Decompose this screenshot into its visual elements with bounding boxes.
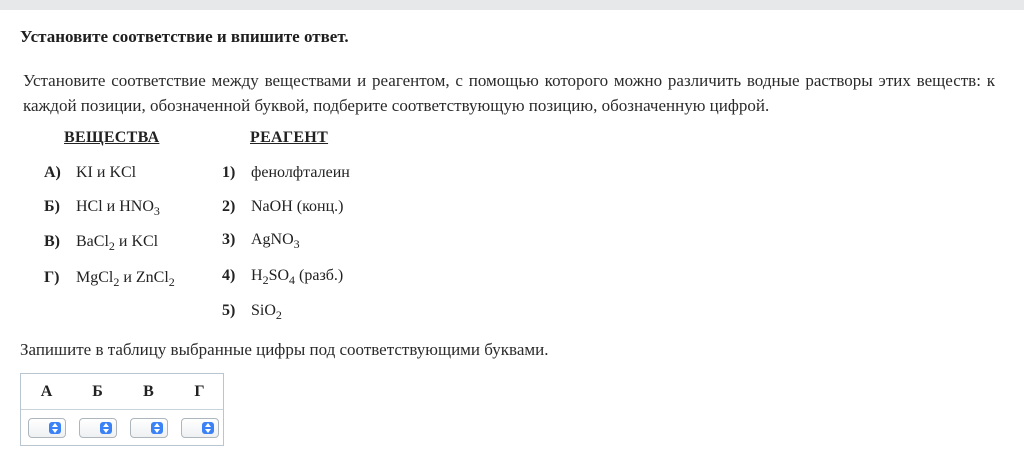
- select-chevron-icon: [151, 422, 163, 434]
- reagent-3: AgNO$_3$: [251, 231, 300, 251]
- reagent-5: SiO$_2$: [251, 302, 282, 322]
- substance-g: MgCl$_2$ и ZnCl$_2$: [76, 269, 175, 289]
- task-title: Установите соответствие и впишите ответ.: [20, 27, 349, 46]
- substance-v: BaCl$_2$ и KCl: [76, 233, 159, 253]
- reagent-number-2: 2): [222, 198, 236, 215]
- top-bar: [0, 0, 1024, 10]
- answer-header-g: Г: [194, 383, 205, 400]
- select-chevron-icon: [202, 422, 214, 434]
- answer-select-b[interactable]: [79, 418, 117, 438]
- substance-letter-v: В): [44, 233, 60, 250]
- substances-header: ВЕЩЕСТВА: [64, 129, 160, 146]
- reagent-1: фенолфталеин: [251, 164, 350, 181]
- substance-letter-b: Б): [44, 198, 60, 215]
- answer-header-v: В: [143, 383, 154, 400]
- task-text: Установите соответствие между веществами и реагентом, с помощью которого можно различить водные растворы этих веществ: к каждой позиции, обозначенной буквой, подберите соответствующую позицию, обозначенную цифрой.: [23, 71, 995, 115]
- substance-a: KI и KCl: [76, 164, 137, 181]
- substance-b: HCl и $HNO_3$: [76, 198, 160, 218]
- select-chevron-icon: [100, 422, 112, 434]
- reagent-number-3: 3): [222, 231, 236, 248]
- reagent-header: РЕАГЕНТ: [250, 129, 329, 146]
- reagent-number-5: 5): [222, 302, 236, 319]
- reagent-number-1: 1): [222, 164, 236, 181]
- answer-select-a[interactable]: [28, 418, 66, 438]
- select-chevron-icon: [49, 422, 61, 434]
- answer-header-b: Б: [92, 383, 103, 400]
- answer-table-header: [21, 374, 223, 410]
- answer-select-g[interactable]: [181, 418, 219, 438]
- reagent-4: $H_2SO_4$ (разб.): [251, 267, 344, 287]
- substance-letter-a: А): [44, 164, 61, 181]
- reagent-2: NaOH (конц.): [251, 198, 344, 215]
- answer-select-v[interactable]: [130, 418, 168, 438]
- answer-instruction: Запишите в таблицу выбранные цифры под соответствующими буквами.: [20, 340, 549, 359]
- reagent-number-4: 4): [222, 267, 236, 284]
- answer-table: [20, 373, 224, 446]
- answer-header-a: А: [40, 383, 53, 400]
- substance-letter-g: Г): [44, 269, 60, 286]
